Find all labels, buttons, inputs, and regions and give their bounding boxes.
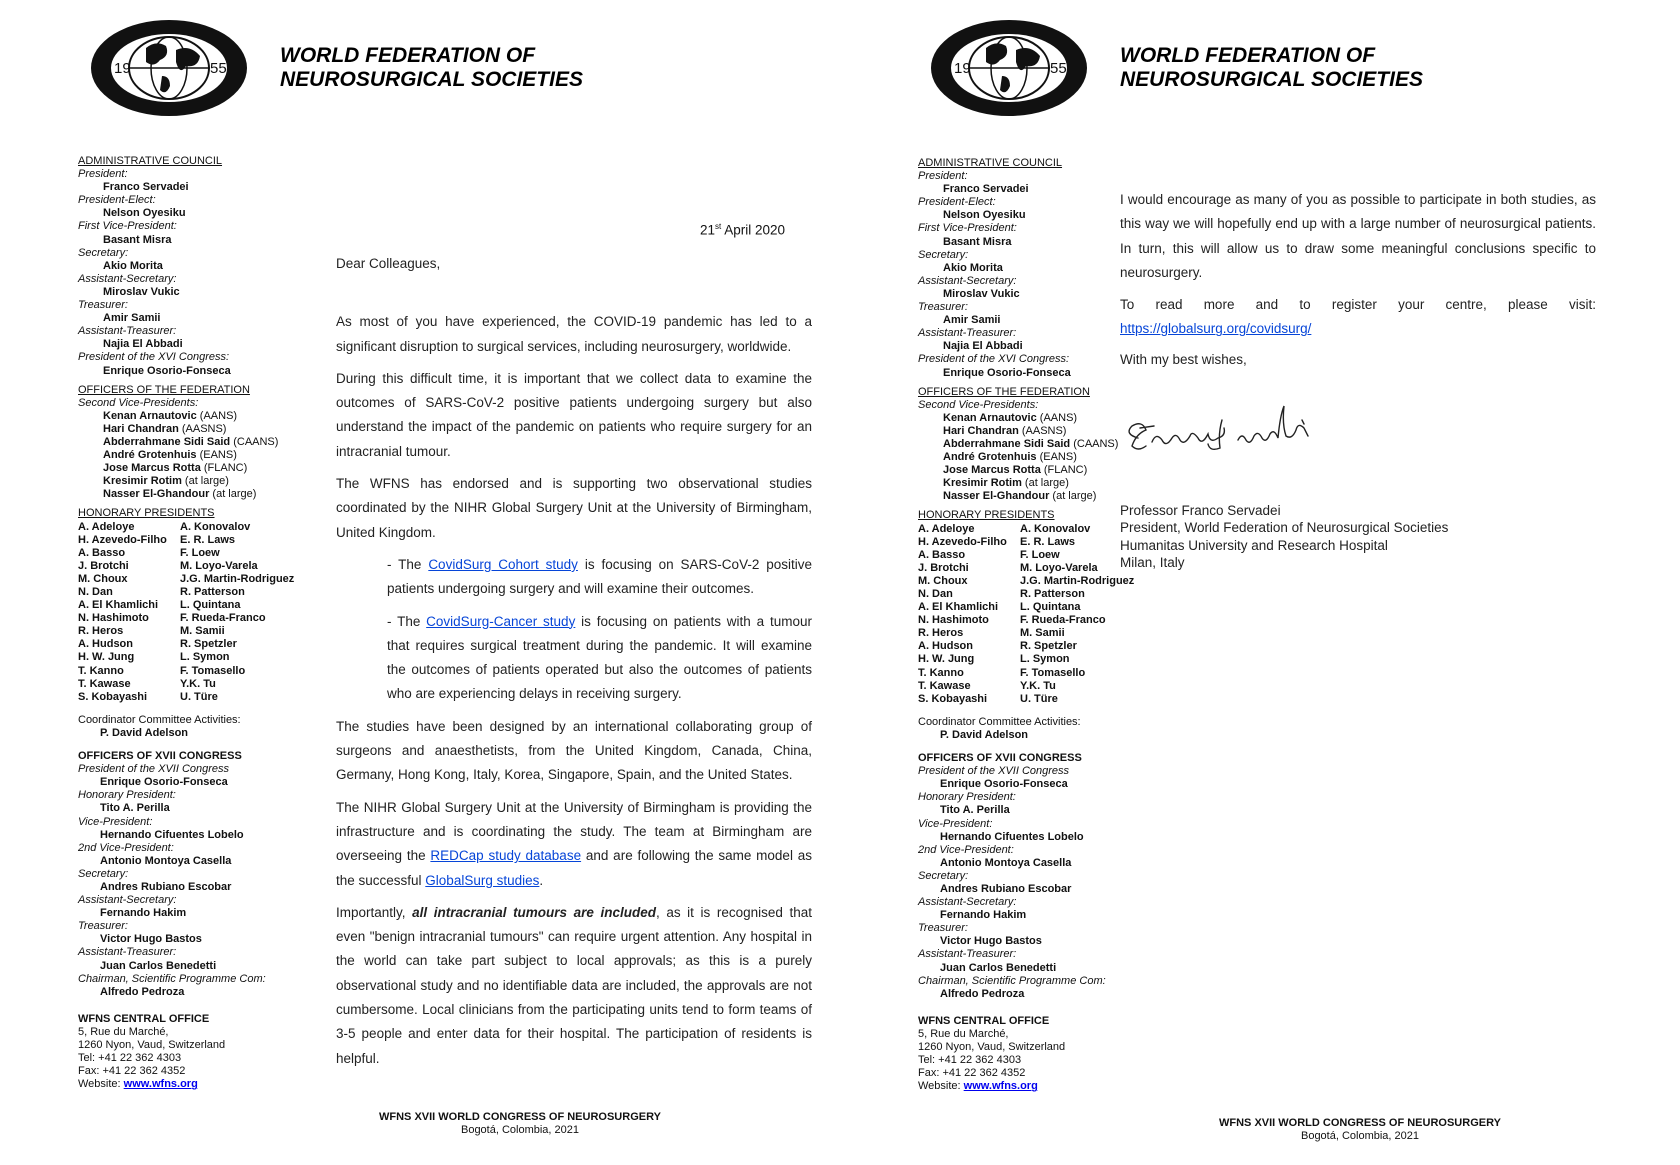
organization-title: WORLD FEDERATION OF NEUROSURGICAL SOCIETIES — [1120, 44, 1423, 91]
paragraph-2: During this difficult time, it is important that we collect data to examine the outcomes of SARS-CoV-2 positive patients undergoing surgery but also understand the impact of the pandemic on patients who require surgery for an intracranial tumour. — [336, 370, 812, 459]
covidsurg-register-link[interactable]: https://globalsurg.org/covidsurg/ — [1120, 321, 1312, 337]
paragraph-4: The studies have been designed by an international collaborating group of surgeons and anaesthetists, from the United Kingdom, Canada, China, Germany, Hong Kong, Italy, Korea, Singapore, Spain, and the United States. — [336, 718, 812, 783]
svg-text:19: 19 — [954, 60, 971, 77]
signature-block — [1120, 502, 1448, 572]
svg-text:55: 55 — [1050, 60, 1067, 77]
coordinator-name: P. David Adelson — [100, 726, 189, 739]
bullet-cohort-study: - The CovidSurg Cohort study is focusing on SARS-CoV-2 positive patients undergoing surgery and will examine their outcomes. — [387, 556, 812, 597]
congress-footer: WFNS XVII WORLD CONGRESS OF NEUROSURGERY Bogotá, Colombia, 2021 — [1219, 1117, 1501, 1142]
signer-institution: Humanitas University and Research Hospital — [1120, 537, 1388, 553]
website-link[interactable]: www.wfns.org — [963, 1080, 1038, 1093]
redcap-link[interactable]: REDCap study database — [430, 848, 582, 864]
website-link[interactable]: www.wfns.org — [123, 1078, 198, 1091]
council-sidebar: ADMINISTRATIVE COUNCIL President: Franco Servadei President-Elect: Nelson Oyesiku First Vice-President: Basant Misra Secretary: Akio Morita Assistant-Secretary: Miroslav Vukic Treasurer: Amir Samii Assistant-Treasurer: Najia El Abbadi President of the XVI Congress: Enrique Osorio-Fonseca OFFICERS OF THE FEDERATION Second Vice-Presidents: Kenan Arnautovic (AANS) Hari Chandran (AASNS) Abderrahmane Sidi Said (CAANS) André Grotenhuis (EANS) Jose Marcus Rotta (FLANC) Kresimir Rotim (at large) Nasser El-Ghandour (at large) HONORARY PRESIDENTS A. Adeloye A. Konovalov H. Azevedo-Filho E. R. Laws A. Basso F. Loew J. Brotchi M. Loyo-Varela M. Choux J.G. Martin-Rodriguez N. Dan R. Patterson A. El Khamlichi L. Quintana N. Hashimoto F. Rueda-Franco R. Heros M. Samii A. Hudson R. Spetzler H. W. Jung L. Symon T. Kanno F. Tomasello T. Kawase Y.K. Tu S. Kobayashi U. Türe Coordinator Committee Activities: P. David Adelson OFFICERS OF XVII CONGRESS President of the XVII Congress Enrique Osorio-Fonseca Honorary President: Tito A. Perilla Vice-President: Hernando Cifuentes Lobelo 2nd Vice-President: Antonio Montoya Casella Secretary: Andres Rubiano Escobar Assistant-Secretary: Fernando Hakim Treasurer: Victor Hugo Bastos Assistant-Treasurer: Juan Carlos Benedetti Chairman, Scientific Programme Com: Alfredo Pedroza WFNS CENTRAL OFFICE 5, Rue du Marché, 1260 Nyon, Vaud, Switzerland Tel: +41 22 362 4303 Fax: +41 22 362 4352 Website: www.wfns.org — [78, 155, 308, 1091]
central-office-heading: WFNS CENTRAL OFFICE — [78, 1012, 210, 1025]
bullet-cancer-study: - The CovidSurg-Cancer study is focusing on patients with a tumour that requires surgical treatment during the pandemic. It will examine the outcomes of patients operated but also the outcomes of patients who are experiencing delays in receiving surgery. — [387, 613, 812, 702]
paragraph-1: As most of you have experienced, the COVID-19 pandemic has led to a significant disruption to surgical services, including neurosurgery, worldwide. — [336, 314, 812, 354]
honorary-presidents-list: A. Adeloye A. Konovalov H. Azevedo-Filho E. R. Laws A. Basso F. Loew J. Brotchi M. Loyo-Varela M. Choux J.G. Martin-Rodriguez N. Dan R. Patterson A. El Khamlichi L. Quintana N. Hashimoto F. Rueda-Franco R. Heros M. Samii A. Hudson R. Spetzler H. W. Jung L. Symon T. Kanno F. Tomasello T. Kawase Y.K. Tu S. Kobayashi U. Türe — [78, 520, 295, 703]
letter-page-2 — [840, 0, 1680, 1165]
signer-title: President, World Federation of Neurosurgical Societies — [1120, 520, 1449, 536]
paragraph-3: The WFNS has endorsed and is supporting two observational studies coordinated by the NIHR Global Surgery Unit at the University of Birmingham, United Kingdom. — [336, 476, 812, 540]
signer-name: Professor Franco Servadei — [1120, 503, 1281, 518]
paragraph-7: I would encourage as many of you as possible to participate in both studies, as this way we will hopefully end up with a large number of neurosurgical patients. In turn, this will allow us to draw some meaningful conclusions specific to neurosurgery. — [1120, 192, 1596, 280]
paragraph-5: The NIHR Global Surgery Unit at the University of Birmingham is providing the infrastructure and is coordinating the study. The team at Birmingham are overseeing the REDCap study database and are following the same model as the successful GlobalSurg studies. — [336, 799, 812, 888]
globalsurg-link[interactable]: GlobalSurg studies — [425, 872, 540, 888]
honorary-presidents-list: A. Adeloye A. Konovalov H. Azevedo-Filho E. R. Laws A. Basso F. Loew J. Brotchi M. Loyo-Varela M. Choux J.G. Martin-Rodriguez N. Dan R. Patterson A. El Khamlichi L. Quintana N. Hashimoto F. Rueda-Franco R. Heros M. Samii A. Hudson R. Spetzler H. W. Jung L. Symon T. Kanno F. Tomasello T. Kawase Y.K. Tu S. Kobayashi U. Türe — [918, 522, 1135, 705]
salutation: Dear Colleagues, — [336, 256, 441, 271]
wfns-logo — [928, 18, 1090, 118]
congress-footer: WFNS XVII WORLD CONGRESS OF NEUROSURGERY Bogotá, Colombia, 2021 — [379, 1111, 661, 1136]
paragraph-6: Importantly, all intracranial tumours are included, as it is recognised that even "benign intracranial tumours" can require urgent attention. Any hospital in the world can take part subject to local approvals; as this is a purely observational study and no identifiable data are included, the approvals are not cumbersome. Local clinicians from the participating units tend to form teams of 3-5 people and enter data for their hospital. The participation of residents is helpful. — [336, 904, 812, 1066]
logo-year-right: 55 — [210, 60, 227, 77]
covidsurg-cancer-link[interactable]: CovidSurg-Cancer study — [426, 613, 576, 629]
letter-body-page-1 — [336, 252, 812, 1079]
coordinator-label: Coordinator Committee Activities: — [78, 713, 241, 726]
letter-date: 21st April 2020 — [700, 222, 786, 238]
signature — [1118, 402, 1338, 472]
signer-location: Milan, Italy — [1120, 555, 1185, 571]
honorary-heading: HONORARY PRESIDENTS — [78, 507, 215, 520]
closing-wishes: With my best wishes, — [1120, 351, 1247, 367]
logo-year-left: 19 — [114, 60, 131, 77]
officers-heading: OFFICERS OF THE FEDERATION — [78, 383, 250, 396]
paragraph-8: To read more and to register your centre, please visit: https://globalsurg.org/covidsurg/ — [1120, 297, 1596, 337]
council-sidebar: ADMINISTRATIVE COUNCIL President: Franco Servadei President-Elect: Nelson Oyesiku First Vice-President: Basant Misra Secretary: Akio Morita Assistant-Secretary: Miroslav Vukic Treasurer: Amir Samii Assistant-Treasurer: Najia El Abbadi President of the XVI Congress: Enrique Osorio-Fonseca OFFICERS OF THE FEDERATION Second Vice-Presidents: Kenan Arnautovic (AANS) Hari Chandran (AASNS) Abderrahmane Sidi Said (CAANS) André Grotenhuis (EANS) Jose Marcus Rotta (FLANC) Kresimir Rotim (at large) Nasser El-Ghandour (at large) HONORARY PRESIDENTS A. Adeloye A. Konovalov H. Azevedo-Filho E. R. Laws A. Basso F. Loew J. Brotchi M. Loyo-Varela M. Choux J.G. Martin-Rodriguez N. Dan R. Patterson A. El Khamlichi L. Quintana N. Hashimoto F. Rueda-Franco R. Heros M. Samii A. Hudson R. Spetzler H. W. Jung L. Symon T. Kanno F. Tomasello T. Kawase Y.K. Tu S. Kobayashi U. Türe Coordinator Committee Activities: P. David Adelson OFFICERS OF XVII CONGRESS President of the XVII Congress Enrique Osorio-Fonseca Honorary President: Tito A. Perilla Vice-President: Hernando Cifuentes Lobelo 2nd Vice-President: Antonio Montoya Casella Secretary: Andres Rubiano Escobar Assistant-Secretary: Fernando Hakim Treasurer: Victor Hugo Bastos Assistant-Treasurer: Juan Carlos Benedetti Chairman, Scientific Programme Com: Alfredo Pedroza WFNS CENTRAL OFFICE 5, Rue du Marché, 1260 Nyon, Vaud, Switzerland Tel: +41 22 362 4303 Fax: +41 22 362 4352 Website: www.wfns.org — [918, 157, 1148, 1093]
covidsurg-cohort-link[interactable]: CovidSurg Cohort study — [428, 556, 578, 572]
letter-body-page-2 — [1120, 188, 1596, 380]
organization-title: WORLD FEDERATION OF NEUROSURGICAL SOCIETIES — [280, 44, 583, 91]
wfns-logo — [88, 18, 250, 118]
congress-heading: OFFICERS OF XVII CONGRESS — [78, 750, 242, 763]
admin-council-heading: ADMINISTRATIVE COUNCIL — [78, 155, 223, 167]
